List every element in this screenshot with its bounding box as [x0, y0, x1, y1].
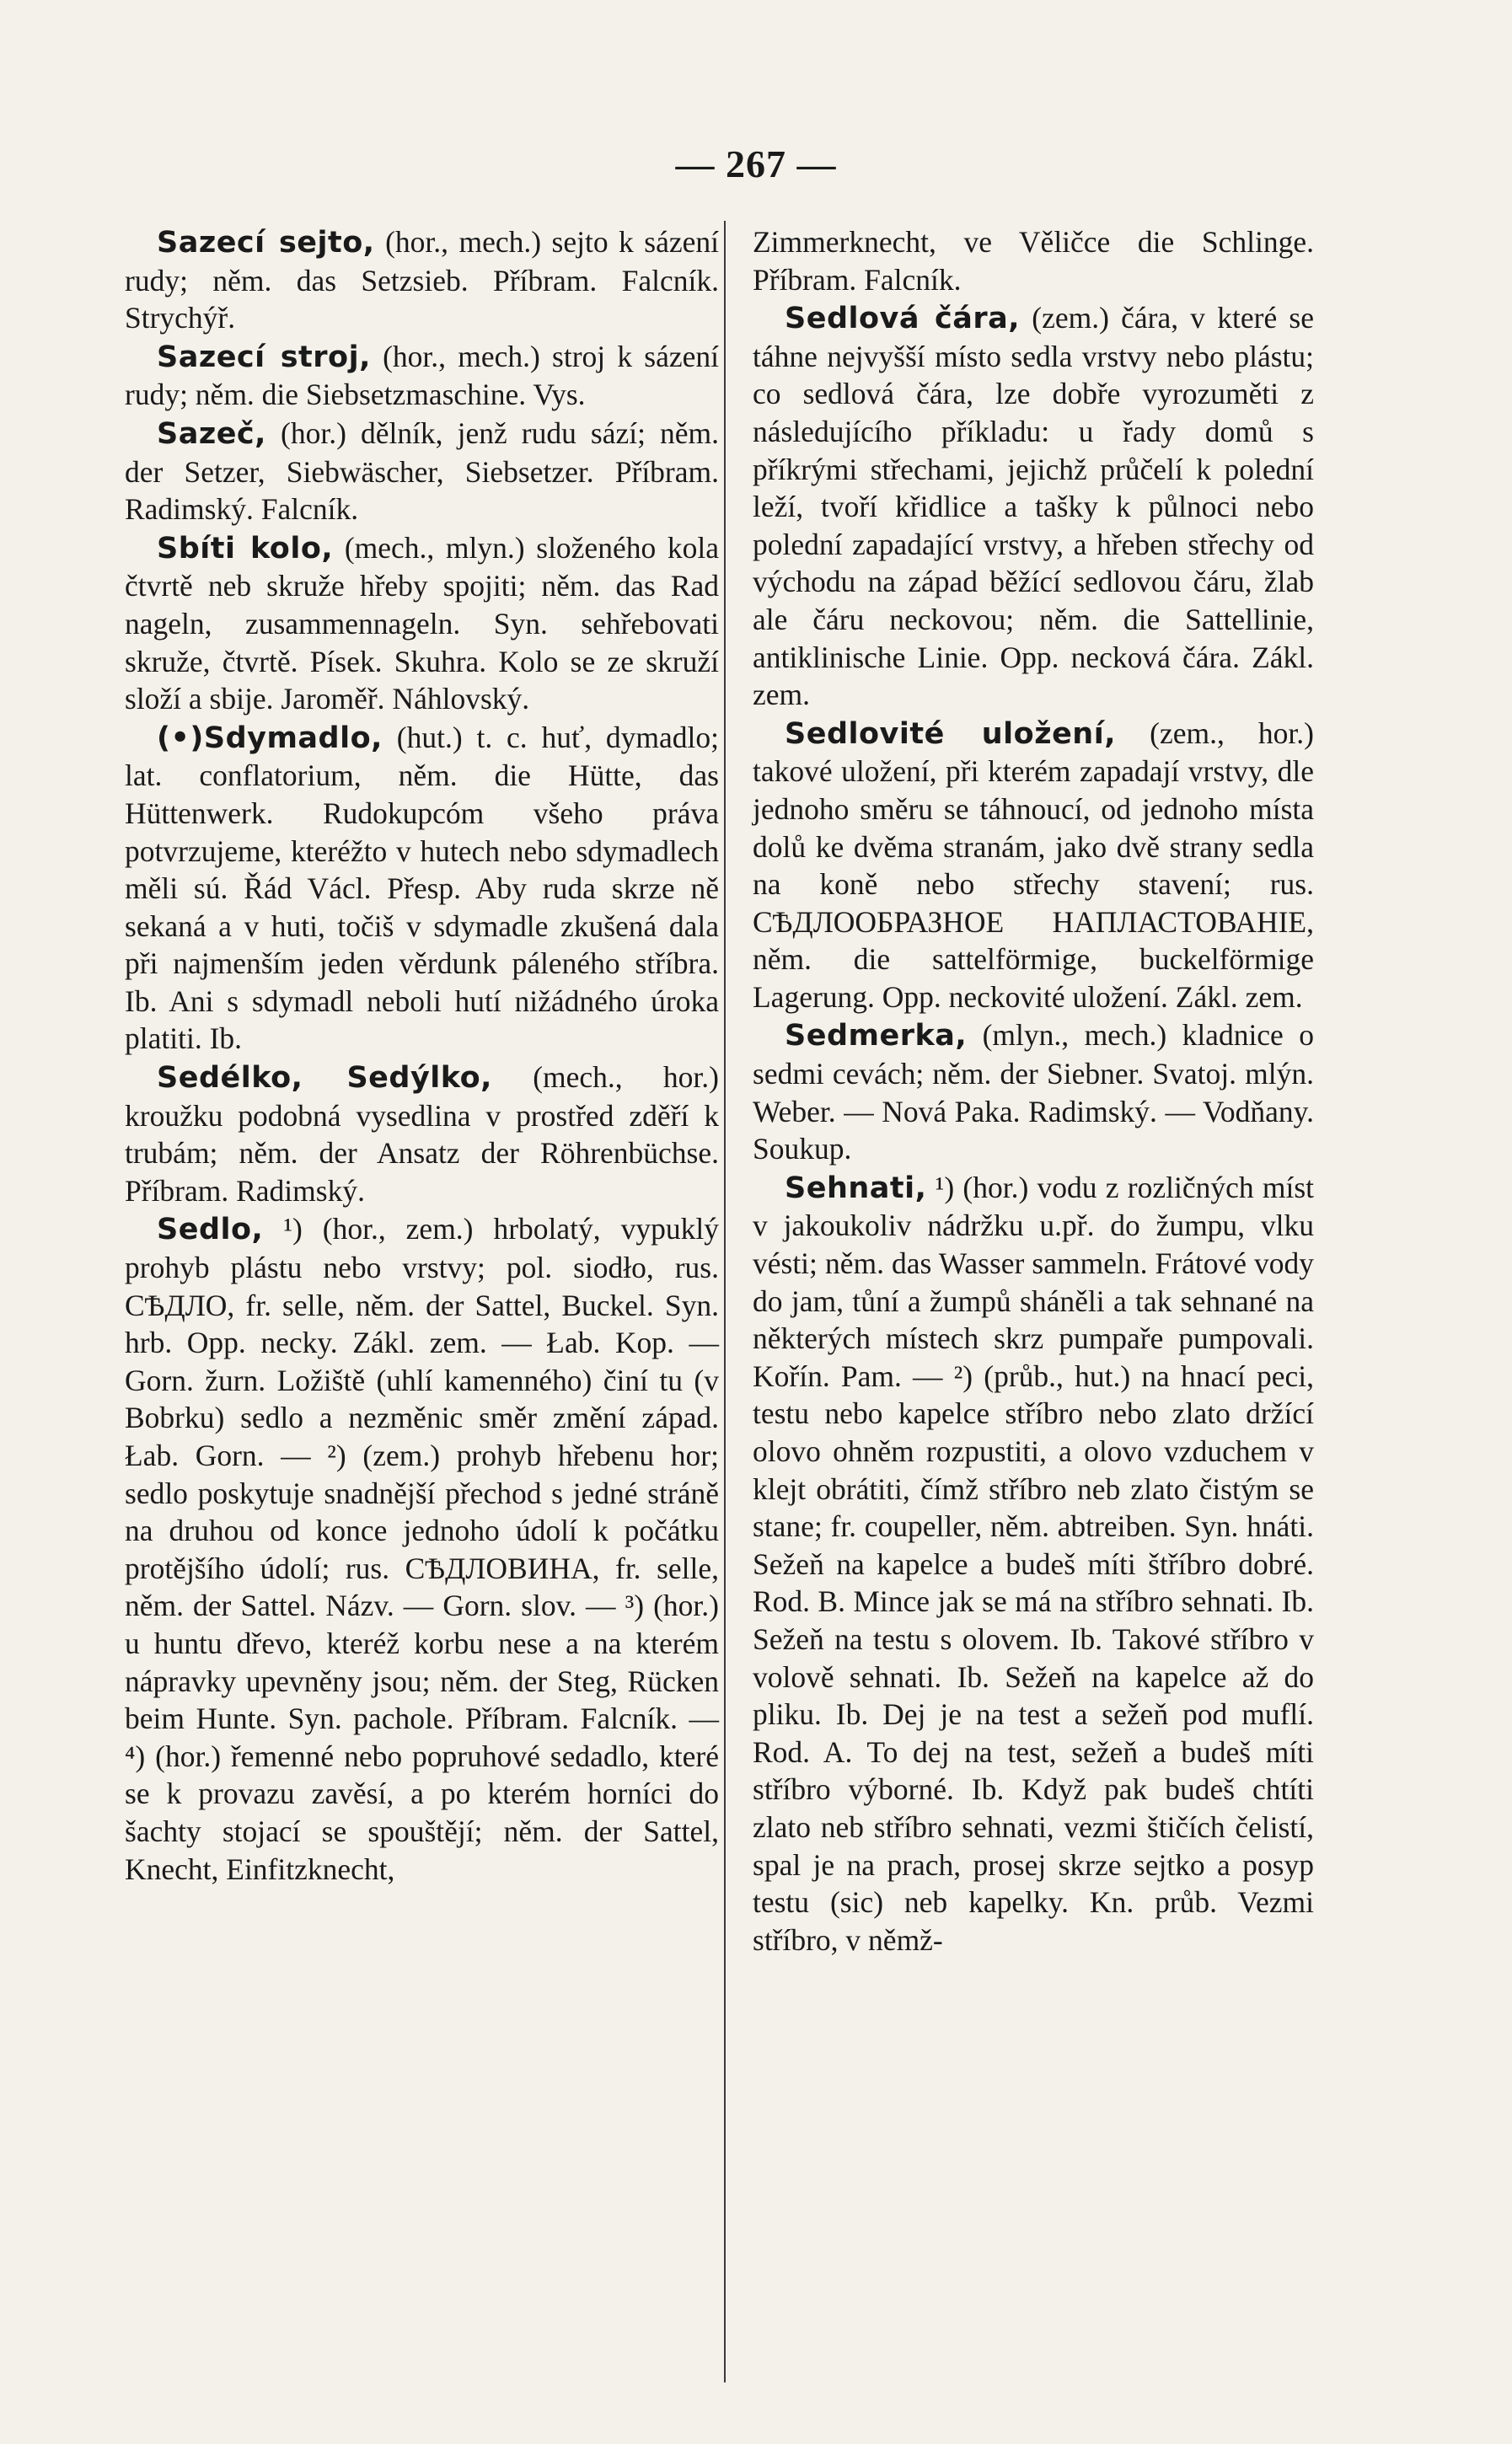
- entry-headword: Sedélko, Sedýlko,: [157, 1061, 492, 1096]
- dictionary-entry: [753, 223, 1314, 298]
- entry-headword: (•)Sdymadlo,: [157, 721, 383, 755]
- entry-headword: Sazecí sejto,: [157, 226, 375, 260]
- entry-text: (hor., mech.) sejto k sázení rudy; něm. das Setzsieb. Příbram. Falcník. Strychýř.: [125, 225, 719, 335]
- dictionary-entry: [125, 719, 719, 1058]
- dictionary-entry: [125, 338, 719, 414]
- left-column: [125, 223, 719, 1889]
- dictionary-entry: [753, 715, 1314, 1016]
- dictionary-entry: [753, 1016, 1314, 1167]
- dictionary-entry: [125, 1210, 719, 1888]
- entry-text: (zem.) čára, v které se táhne nejvyšší místo sedla vrstvy nebo plástu; co sedlová čára, lze dobře vyrozuměti z následujícího příkladu: u řady domů s příkrými střechami, jejichž průčelí k polední leží, tvoří křidlice a tašky k půlnoci nebo polední zapadající vrstvy, a hřeben střechy od východu na západ běžící sedlovou čáru, žlab ale čáru neckovou; něm. die Sattellinie, antiklinische Linie. Opp. necková čára. Zákl. zem.: [753, 301, 1314, 712]
- entry-headword: Sazecí stroj,: [157, 340, 371, 374]
- entry-text: (hut.) t. c. huť, dymadlo; lat. conflatorium, něm. die Hütte, das Hüttenwerk. Rudokupcóm všeho práva potvrzujeme, kteréžto v hutech nebo sdymadlech měli sú. Řád Václ. Přesp. Aby ruda skrze ně sekaná a v huti, točiš v sdymadle zkušená dala při najmenším jeden věrdunk páleného stříbra. Ib. Ani s sdymadl neboli hutí nižádného úroka platiti. Ib.: [125, 720, 719, 1056]
- dictionary-entry: [125, 529, 719, 718]
- dictionary-entry: [125, 415, 719, 528]
- dictionary-entry: [753, 1169, 1314, 1959]
- entry-text: (hor.) dělník, jenž rudu sází; něm. der Setzer, Siebwäscher, Siebsetzer. Příbram. Radimský. Falcník.: [125, 415, 719, 527]
- entry-headword: Sedlová čára,: [785, 302, 1021, 336]
- entry-text: (mech., hor.) kroužku podobná vysedlina v prostřed zděří k trubám; něm. der Ansatz der Röhrenbüchse. Příbram. Radimský.: [125, 1060, 719, 1208]
- entry-text: (hor., mech.) stroj k sázení rudy; něm. die Siebsetzmaschine. Vys.: [125, 339, 719, 412]
- entry-headword: Sazeč,: [157, 416, 266, 451]
- entry-text: ¹) (hor.) vodu z rozličných míst v jakoukoliv nádržku u.př. do žumpu, vlku vésti; něm. das Wasser sammeln. Frátové vody do jam, tůní a žumpů sháněli a tak sehnané na některých místech skrz pumpaře pumpovali. Kořín. Pam. — ²) (průb., hut.) na hnací peci, testu nebo kapelce stříbro nebo zlato držící olovo ohněm rozpustiti, a olovo vzduchem v klejt obrátiti, čímž stříbro neb zlato čistým se stane; fr. coupeller, něm. abtreiben. Syn. hnáti. Sežeň na kapelce a budeš míti štříbro dobré. Rod. B. Mince jak se má na stříbro sehnati. Ib. Sežeň na testu s olovem. Ib. Takové stříbro v volově sehnati. Ib. Sežeň na kapelce až do pliku. Ib. Dej je na test a sežeň pod muflí. Rod. A. To dej na test, sežeň a budeš míti stříbro výborné. Ib. Když pak budeš chtíti zlato neb stříbro sehnati, vezmi štičích čelistí, spal je na prach, prosej skrze sejtko a posyp testu (sic) neb kapelky. Kn. průb. Vezmi stříbro, v němž-: [753, 1170, 1314, 1957]
- entry-text: Zimmerknecht, ve Věličce die Schlinge. Příbram. Falcník.: [753, 225, 1314, 297]
- entry-text: (mlyn., mech.) kladnice o sedmi cevách; něm. der Siebner. Svatoj. mlýn. Weber. — Nová Paka. Radimský. — Vodňany. Soukup.: [753, 1018, 1314, 1166]
- entry-text: (zem., hor.) takové uložení, při kterém zapadají vrstvy, dle jednoho směru se táhnoucí, od jednoho místa dolů ke dvěma stranám, jako dvě strany sedla na koně nebo střechy stavení; rus. СѢДЛООБРАЗНОЕ НАПЛАСТОВАНІЕ, něm. die sattelförmige, buckelförmige Lagerung. Opp. neckovité uložení. Zákl. zem.: [753, 716, 1314, 1014]
- entry-text: (mech., mlyn.) složeného kola čtvrtě neb skruže hřeby spojiti; něm. das Rad nageln, zusammennageln. Syn. sehřebovati skruže, čtvrtě. Písek. Skuhra. Kolo se ze skruží složí a sbije. Jaroměř. Náhlovský.: [125, 530, 719, 716]
- dictionary-entry: [753, 299, 1314, 714]
- dictionary-entry: [125, 223, 719, 337]
- entry-headword: Sedlovité uložení,: [785, 716, 1117, 751]
- page-number: — 267 —: [675, 142, 837, 185]
- entry-headword: Sehnati,: [785, 1171, 927, 1205]
- entry-headword: Sedlo,: [157, 1213, 264, 1247]
- entry-headword: Sbíti kolo,: [157, 531, 334, 565]
- right-column: [753, 223, 1314, 1959]
- column-divider: [724, 221, 726, 2382]
- dictionary-entry: [125, 1059, 719, 1209]
- entry-text: ¹) (hor., zem.) hrbolatý, vypuklý prohyb plástu nebo vrstvy; pol. siodło, rus. СѢДЛО, fr. selle, něm. der Sattel, Buckel. Syn. hrb. Opp. necky. Zákl. zem. — Łab. Kop. — Gorn. žurn. Ložiště (uhlí kamenného) činí tu (v Bobrku) sedlo a nezměnic směr změní západ. Łab. Gorn. — ²) (zem.) prohyb hřebenu hor; sedlo poskytuje snadnější přechod s jedné stráně na druhou od konce jednoho údolí k počátku protějšího údolí; rus. СѢДЛОВИНА, fr. selle, něm. der Sattel. Názv. — Gorn. slov. — ³) (hor.) u huntu dřevo, kteréž korbu nese a na kterém nápravky upevněny jsou; něm. der Steg, Rücken beim Hunte. Syn. pachole. Příbram. Falcník. — ⁴) (hor.) řemenné nebo popruhové sedadlo, které se k provazu zavěsí, a po kterém horníci do šachty stojací se spouštějí; něm. der Sattel, Knecht, Einfitzknecht,: [125, 1212, 719, 1886]
- entry-headword: Sedmerka,: [785, 1019, 968, 1053]
